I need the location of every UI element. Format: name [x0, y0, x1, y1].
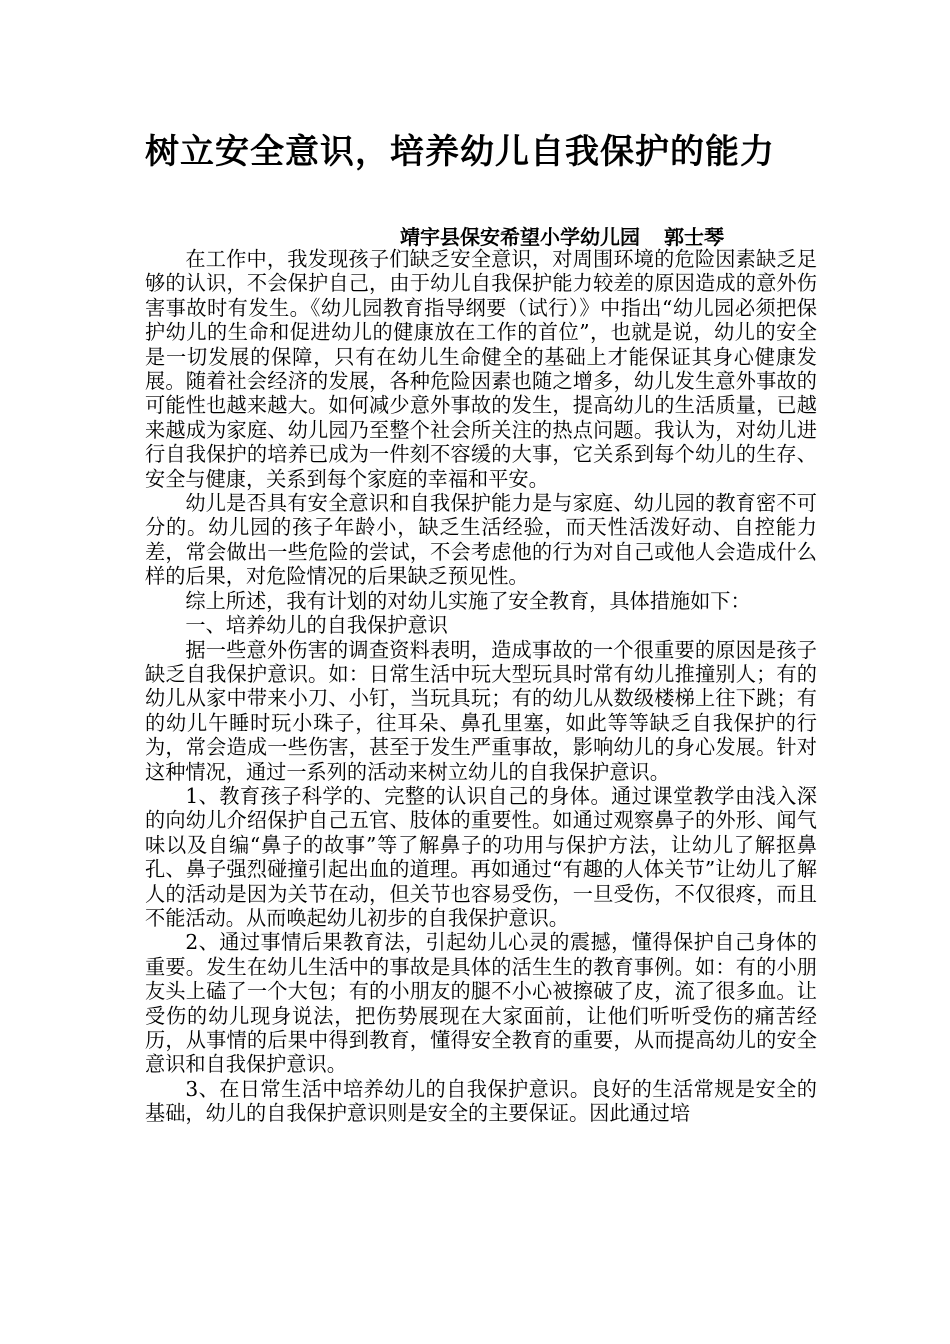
- paragraph-item-3: 3、在日常生活中培养幼儿的自我保护意识。良好的生活常规是安全的基础，幼儿的自我保护意识则是安全的主要保证。因此通过培: [145, 1076, 817, 1126]
- author-organization: 靖宇县保安希望小学幼儿园: [400, 225, 640, 249]
- paragraph-item-2: 2、通过事情后果教育法，引起幼儿心灵的震撼，懂得保护自己身体的重要。发生在幼儿生活中的事故是具体的活生生的教育事例。如：有的小朋友头上磕了一个大包；有的小朋友的腿不小心被擦破了皮，流了很多血。让受伤的幼儿现身说法，把伤势展现在大家面前，让他们听听受伤的痛苦经历，从事情的后果中得到教育，懂得安全教育的重要，从而提高幼儿的安全意识和自我保护意识。: [145, 930, 817, 1077]
- paragraph-background: 幼儿是否具有安全意识和自我保护能力是与家庭、幼儿园的教育密不可分的。幼儿园的孩子年龄小，缺乏生活经验，而天性活泼好动、自控能力差，常会做出一些危险的尝试，不会考虑他的行为对自己或他人会造成什么样的后果，对危险情况的后果缺乏预见性。: [145, 491, 817, 589]
- paragraph-section-1: 据一些意外伤害的调查资料表明，造成事故的一个很重要的原因是孩子缺乏自我保护意识。如：日常生活中玩大型玩具时常有幼儿推撞别人；有的幼儿从家中带来小刀、小钉，当玩具玩；有的幼儿从数级楼梯上往下跳；有的幼儿午睡时玩小珠子，往耳朵、鼻孔里塞，如此等等缺乏自我保护的行为，常会造成一些伤害，甚至于发生严重事故，影响幼儿的身心发展。针对这种情况，通过一系列的活动来树立幼儿的自我保护意识。: [145, 637, 817, 784]
- document-title: 树立安全意识，培养幼儿自我保护的能力: [145, 132, 775, 172]
- section-heading-1: 一、培养幼儿的自我保护意识: [185, 613, 448, 638]
- paragraph-intro: 在工作中，我发现孩子们缺乏安全意识，对周围环境的危险因素缺乏足够的认识，不会保护自己，由于幼儿自我保护能力较差的原因造成的意外伤害事故时有发生。《幼儿园教育指导纲要（试行）》中指出“幼儿园必须把保护幼儿的生命和促进幼儿的健康放在工作的首位”，也就是说，幼儿的安全是一切发展的保障，只有在幼儿生命健全的基础上才能保证其身心健康发展。随着社会经济的发展，各种危险因素也随之增多，幼儿发生意外事故的可能性也越来越大。如何减少意外事故的发生，提高幼儿的生活质量，已越来越成为家庭、幼儿园乃至整个社会所关注的热点问题。我认为，对幼儿进行自我保护的培养已成为一件刻不容缓的大事，它关系到每个幼儿的生存、安全与健康，关系到每个家庭的幸福和平安。: [145, 247, 817, 491]
- author-name: 郭士琴: [664, 225, 724, 249]
- paragraph-item-1: 1、教育孩子科学的、完整的认识自己的身体。通过课堂教学由浅入深的向幼儿介绍保护自己五官、肢体的重要性。如通过观察鼻子的外形、闻气味以及自编“鼻子的故事”等了解鼻子的功用与保护方法，让幼儿了解抠鼻孔、鼻子强烈碰撞引起出血的道理。再如通过“有趣的人体关节”让幼儿了解人的活动是因为关节在动，但关节也容易受伤，一旦受伤，不仅很疼，而且不能活动。从而唤起幼儿初步的自我保护意识。: [145, 783, 817, 930]
- paragraph-summary: 综上所述，我有计划的对幼儿实施了安全教育，具体措施如下：: [185, 588, 751, 613]
- document-body: [145, 247, 817, 1126]
